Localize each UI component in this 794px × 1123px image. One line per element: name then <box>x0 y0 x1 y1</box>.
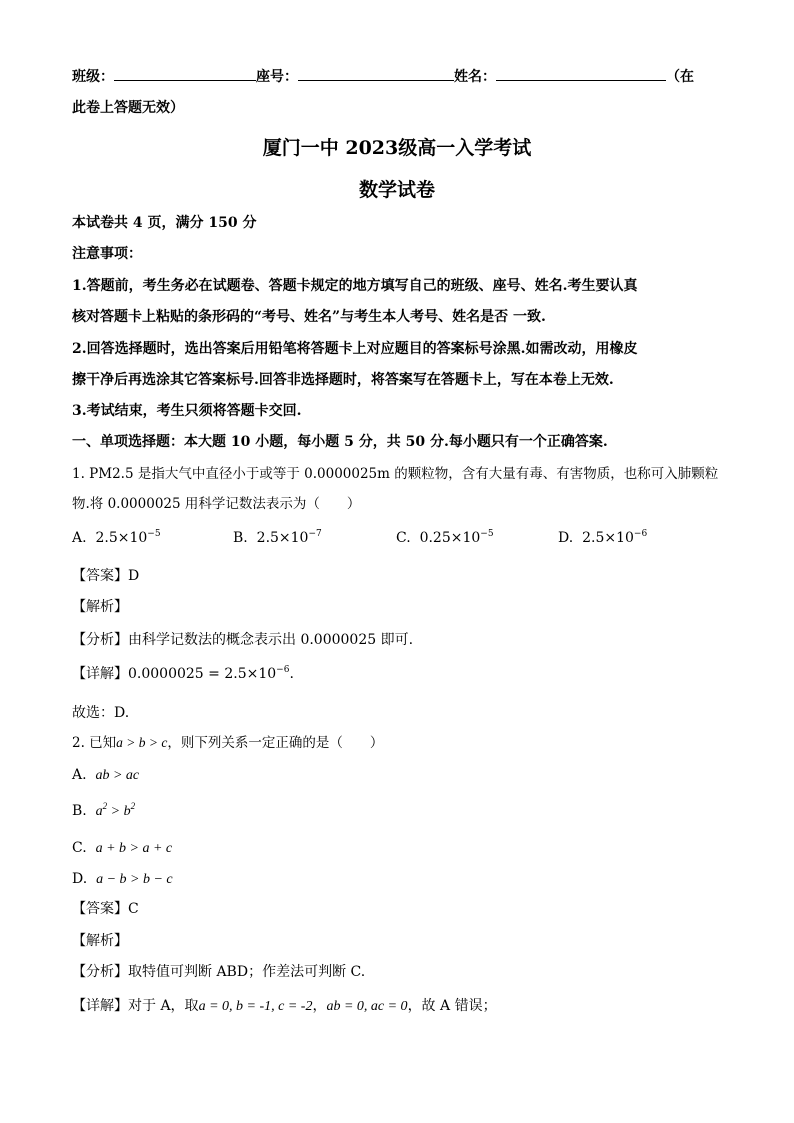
q1-fenxi: 【分析】由科学记数法的概念表示出 0.0000025 即可. <box>72 632 414 648</box>
q2-stem: 2. 已知a > b > c，则下列关系一定正确的是（ ） <box>72 735 384 751</box>
class-label: 班级： <box>72 69 114 85</box>
q1-conclusion: 故选：D. <box>72 705 130 721</box>
student-info-line <box>72 66 694 87</box>
notice-item-1-line-1: 1.答题前，考生务必在试题卷、答题卡规定的地方填写自己的班级、座号、姓名.考生要认真 <box>72 278 638 294</box>
q1-stem-line-2: 物.将 0.0000025 用科学记数法表示为（ ） <box>72 496 361 512</box>
seat-blank[interactable] <box>298 66 454 81</box>
q1-option-d: D. $2.5\times 10^{-6}$ <box>558 529 648 546</box>
notice-item-1-line-2: 核对答题卡上粘贴的条形码的“考号、姓名”与考生本人考号、姓名是否 一致. <box>72 309 546 325</box>
seat-label: 座号： <box>256 69 298 85</box>
name-label: 姓名： <box>454 69 496 85</box>
q1-analysis-tag: 【解析】 <box>72 599 128 615</box>
page-count: 本试卷共 4 页，满分 150 分 <box>72 215 257 231</box>
q1-answer: 【答案】D <box>72 568 140 584</box>
q1-detail: 【详解】$0.0000025 = 2.5\times 10^{-6}$. <box>72 665 294 682</box>
q2-detail: 【详解】对于 A，取a = 0, b = -1, c = -2，ab = 0, ac = 0，故 A 错误； <box>72 998 497 1014</box>
name-blank[interactable] <box>496 66 666 81</box>
notice-item-3: 3.考试结束，考生只须将答题卡交回. <box>72 403 302 419</box>
class-blank[interactable] <box>114 66 256 81</box>
q2-option-d: D. a − b > b − c <box>72 871 173 887</box>
notice-heading: 注意事项： <box>72 246 142 262</box>
invalid-note: 此卷上答题无效） <box>72 100 184 116</box>
q1-option-b: B. $2.5\times 10^{-7}$ <box>233 529 322 546</box>
section-1-heading: 一、单项选择题：本大题 10 小题，每小题 5 分，共 50 分.每小题只有一个正确答案. <box>72 434 608 450</box>
q2-option-b: B. $a^2 > b^2$ <box>72 801 136 819</box>
q2-option-a: A. ab > ac <box>72 767 140 783</box>
exam-title: 厦门一中 2023级高一入学考试 <box>262 137 532 159</box>
notice-item-2-line-2: 擦干净后再选涂其它答案标号.回答非选择题时，将答案写在答题卡上，写在本卷上无效. <box>72 372 614 388</box>
q2-answer: 【答案】C <box>72 901 139 917</box>
q2-analysis-tag: 【解析】 <box>72 933 128 949</box>
q1-stem-line-1: 1. PM2.5 是指大气中直径小于或等于 0.0000025m 的颗粒物，含有大量有毒、有害物质，也称可入肺颗粒 <box>72 466 719 482</box>
notice-item-2-line-1: 2.回答选择题时，选出答案后用铅笔将答题卡上对应题目的答案标号涂黑.如需改动，用橡皮 <box>72 341 638 357</box>
q1-option-c: C. $0.25\times 10^{-5}$ <box>396 529 494 546</box>
exam-subtitle: 数学试卷 <box>358 179 435 201</box>
q2-option-c: C. a + b > a + c <box>72 840 173 856</box>
q2-fenxi: 【分析】取特值可判断 ABD；作差法可判断 C. <box>72 964 366 980</box>
q1-option-a: A. $2.5\times 10^{-5}$ <box>72 529 161 546</box>
invalid-note-start: （在 <box>666 69 694 85</box>
